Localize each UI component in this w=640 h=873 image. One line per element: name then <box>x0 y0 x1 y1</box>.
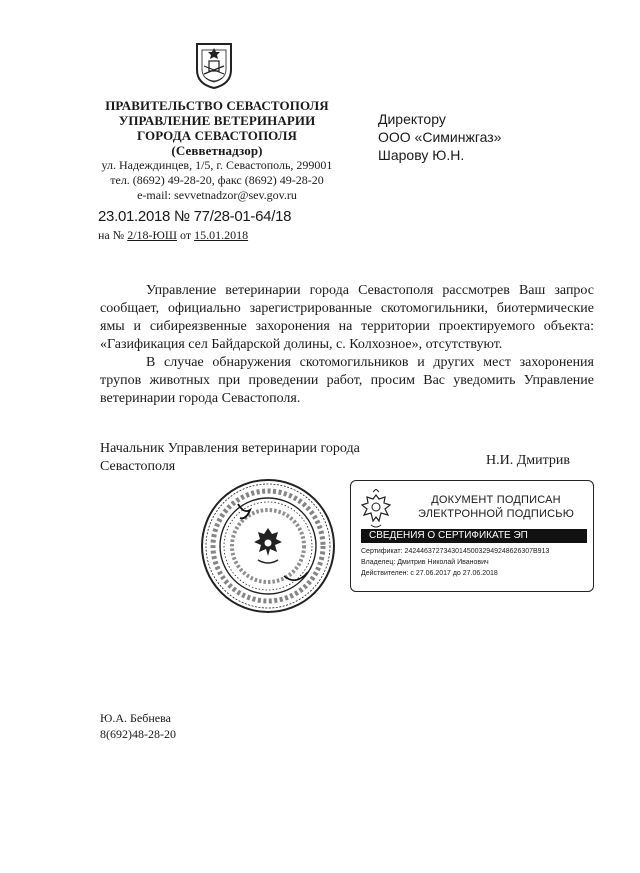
addressee-company: ООО «Симинжгаз» <box>378 129 502 145</box>
certificate-label: Сертификат: <box>361 548 403 555</box>
owner-value: Дмитрив Николай Иванович <box>397 559 489 566</box>
certificate-row <box>361 547 549 556</box>
body-paragraph: В случае обнаружения скотомогильников и других мест захоронения трупов животных при проведении работ, просим Вас уведомить Управление ветеринарии города Севастополя. <box>100 355 594 406</box>
org-short-name: (Севветнадзор) <box>171 143 263 158</box>
reply-to-mid: от <box>179 228 192 242</box>
reply-to-prefix: на № <box>98 228 125 242</box>
signer-name: Н.И. Дмитрив <box>486 453 571 468</box>
esig-title-line: ДОКУМЕНТ ПОДПИСАН <box>431 494 561 506</box>
addressee-position: Директору <box>378 111 446 127</box>
org-name-line: ПРАВИТЕЛЬСТВО СЕВАСТОПОЛЯ <box>105 98 329 113</box>
body-paragraph: Управление ветеринарии города Севастополя рассмотрев Ваш запрос сообщает, официально зарегистрированные скотомогильники, биотермические ямы и сибиреязвенные захоронения на территории проектируемого объекта: «Газификация сел Байдарской долины, с. Колхозное», отсутствуют. <box>100 283 594 352</box>
electronic-signature-stamp <box>350 480 594 592</box>
double-headed-eagle-icon <box>359 489 393 531</box>
certificate-value: 242446372734301450032949248626307B913 <box>404 548 550 555</box>
organization-header <box>82 98 352 203</box>
owner-label: Владелец: <box>361 559 396 566</box>
reference-date: 23.01.2018 <box>98 208 171 225</box>
addressee-name: Шарову Ю.Н. <box>378 147 465 163</box>
org-address: ул. Надеждинцев, 1/5, г. Севастополь, 299001 <box>101 158 333 172</box>
letter-body <box>100 282 594 408</box>
coat-of-arms-icon <box>194 40 234 90</box>
certificate-info-bar <box>361 529 587 543</box>
owner-row <box>361 558 489 567</box>
executor-name: Ю.А. Бебнева <box>100 711 171 725</box>
outgoing-reference <box>98 208 291 225</box>
validity-value: с 27.06.2017 до 27.06.2018 <box>410 570 498 577</box>
org-email: e-mail: sevvetnadzor@sev.gov.ru <box>137 188 297 202</box>
org-phone: тел. (8692) 49-28-20, факс (8692) 49-28-20 <box>110 173 324 187</box>
validity-row <box>361 569 498 578</box>
reference-number: № 77/28-01-64/18 <box>173 208 292 225</box>
official-seal-icon <box>198 476 338 616</box>
certificate-info-label: СВЕДЕНИЯ О СЕРТИФИКАТЕ ЭП <box>369 530 528 541</box>
esig-title-line: ЭЛЕКТРОННОЙ ПОДПИСЬЮ <box>417 508 575 520</box>
executor-phone: 8(692)48-28-20 <box>100 727 176 741</box>
signer-title: Начальник Управления ветеринарии города Севастополя <box>100 441 360 474</box>
esig-title <box>401 493 591 521</box>
reply-to-date: 15.01.2018 <box>194 228 249 242</box>
addressee-block <box>378 110 501 164</box>
org-name-line: УПРАВЛЕНИЕ ВЕТЕРИНАРИИ <box>118 113 316 128</box>
org-name-line: ГОРОДА СЕВАСТОПОЛЯ <box>136 128 298 143</box>
incoming-reference <box>98 228 248 243</box>
validity-label: Действителен: <box>361 570 409 577</box>
reply-to-number: 2/18-ЮШ <box>127 228 177 242</box>
executor-contact <box>100 710 176 742</box>
